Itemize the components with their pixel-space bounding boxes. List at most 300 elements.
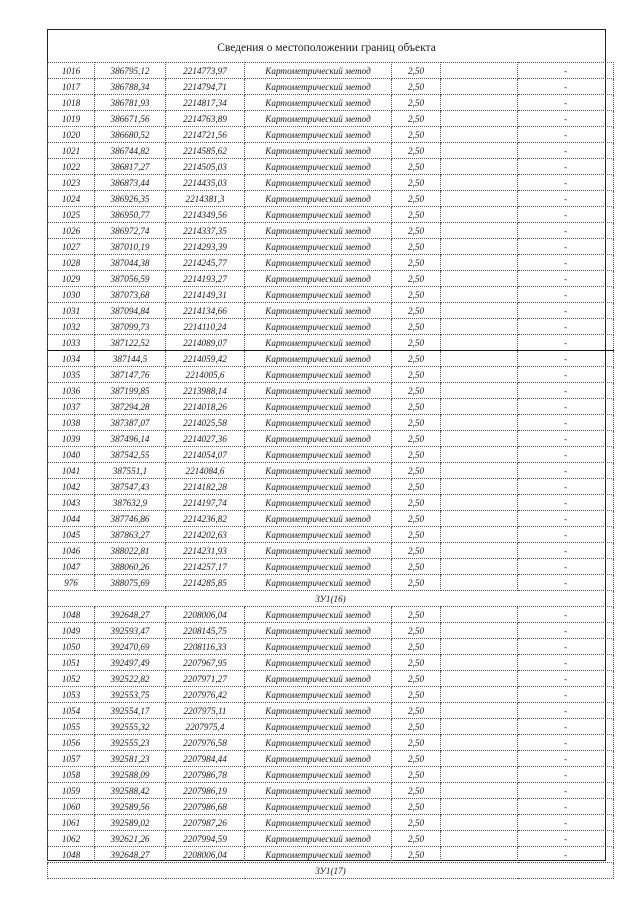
section-footer-row — [48, 591, 614, 607]
point-number-cell: 1016 — [48, 63, 95, 79]
point-number-cell: 1042 — [48, 479, 95, 495]
empty-cell — [441, 143, 518, 159]
note-cell: - — [518, 255, 614, 271]
point-number-cell: 1050 — [48, 639, 95, 655]
accuracy-cell: 2,50 — [392, 303, 441, 319]
method-cell: Картометрический метод — [245, 815, 392, 831]
method-cell: Картометрический метод — [245, 479, 392, 495]
note-cell: - — [518, 287, 614, 303]
y-coordinate-cell: 2214134,66 — [166, 303, 245, 319]
point-number-cell: 1051 — [48, 655, 95, 671]
table-row — [48, 607, 614, 623]
y-coordinate-cell: 2208116,33 — [166, 639, 245, 655]
accuracy-cell: 2,50 — [392, 447, 441, 463]
point-number-cell: 1020 — [48, 127, 95, 143]
empty-cell — [441, 239, 518, 255]
accuracy-cell: 2,50 — [392, 575, 441, 591]
x-coordinate-cell: 386817,27 — [95, 159, 166, 175]
x-coordinate-cell: 392588,09 — [95, 767, 166, 783]
empty-cell — [441, 111, 518, 127]
note-cell: - — [518, 527, 614, 543]
y-coordinate-cell: 2214110,24 — [166, 319, 245, 335]
x-coordinate-cell: 387073,68 — [95, 287, 166, 303]
point-number-cell: 1017 — [48, 79, 95, 95]
x-coordinate-cell: 387199,85 — [95, 383, 166, 399]
method-cell: Картометрический метод — [245, 287, 392, 303]
point-number-cell: 1059 — [48, 783, 95, 799]
note-cell: - — [518, 207, 614, 223]
point-number-cell: 1036 — [48, 383, 95, 399]
accuracy-cell: 2,50 — [392, 271, 441, 287]
point-number-cell: 1053 — [48, 687, 95, 703]
y-coordinate-cell: 2214231,93 — [166, 543, 245, 559]
note-cell: - — [518, 687, 614, 703]
table-row — [48, 639, 614, 655]
y-coordinate-cell: 2214005,6 — [166, 367, 245, 383]
empty-cell — [441, 799, 518, 815]
accuracy-cell: 2,50 — [392, 767, 441, 783]
accuracy-cell: 2,50 — [392, 127, 441, 143]
note-cell: - — [518, 767, 614, 783]
point-number-cell: 1027 — [48, 239, 95, 255]
empty-cell — [441, 223, 518, 239]
x-coordinate-cell: 392555,23 — [95, 735, 166, 751]
method-cell: Картометрический метод — [245, 559, 392, 575]
accuracy-cell: 2,50 — [392, 79, 441, 95]
x-coordinate-cell: 392470,69 — [95, 639, 166, 655]
point-number-cell: 1023 — [48, 175, 95, 191]
accuracy-cell: 2,50 — [392, 111, 441, 127]
point-number-cell: 1033 — [48, 335, 95, 351]
note-cell: - — [518, 415, 614, 431]
table-row — [48, 847, 614, 863]
method-cell: Картометрический метод — [245, 431, 392, 447]
empty-cell — [441, 783, 518, 799]
empty-cell — [441, 815, 518, 831]
x-coordinate-cell: 387632,9 — [95, 495, 166, 511]
point-number-cell: 1044 — [48, 511, 95, 527]
table-row — [48, 511, 614, 527]
method-cell: Картометрический метод — [245, 159, 392, 175]
empty-cell — [441, 447, 518, 463]
x-coordinate-cell: 392522,82 — [95, 671, 166, 687]
x-coordinate-cell: 386972,74 — [95, 223, 166, 239]
note-cell: - — [518, 111, 614, 127]
point-number-cell: 1031 — [48, 303, 95, 319]
table-row — [48, 623, 614, 639]
point-number-cell: 1024 — [48, 191, 95, 207]
method-cell: Картометрический метод — [245, 831, 392, 847]
note-cell: - — [518, 815, 614, 831]
table-row — [48, 831, 614, 847]
table-row — [48, 319, 614, 335]
y-coordinate-cell: 2214763,89 — [166, 111, 245, 127]
table-row — [48, 143, 614, 159]
method-cell: Картометрический метод — [245, 783, 392, 799]
method-cell: Картометрический метод — [245, 511, 392, 527]
point-number-cell: 1022 — [48, 159, 95, 175]
empty-cell — [441, 79, 518, 95]
point-number-cell: 1043 — [48, 495, 95, 511]
point-number-cell: 1057 — [48, 751, 95, 767]
method-cell: Картометрический метод — [245, 415, 392, 431]
table-row — [48, 191, 614, 207]
table-row — [48, 415, 614, 431]
table-row — [48, 175, 614, 191]
y-coordinate-cell: 2208006,04 — [166, 847, 245, 863]
note-cell: - — [518, 127, 614, 143]
note-cell: - — [518, 431, 614, 447]
y-coordinate-cell: 2214202,63 — [166, 527, 245, 543]
y-coordinate-cell: 2214435,03 — [166, 175, 245, 191]
y-coordinate-cell: 2214381,3 — [166, 191, 245, 207]
note-cell: - — [518, 783, 614, 799]
accuracy-cell: 2,50 — [392, 543, 441, 559]
note-cell: - — [518, 319, 614, 335]
note-cell: - — [518, 847, 614, 863]
accuracy-cell: 2,50 — [392, 623, 441, 639]
note-cell: - — [518, 335, 614, 351]
accuracy-cell: 2,50 — [392, 479, 441, 495]
empty-cell — [441, 671, 518, 687]
point-number-cell: 1038 — [48, 415, 95, 431]
y-coordinate-cell: 2214257,17 — [166, 559, 245, 575]
accuracy-cell: 2,50 — [392, 399, 441, 415]
method-cell: Картометрический метод — [245, 655, 392, 671]
note-cell: - — [518, 671, 614, 687]
accuracy-cell: 2,50 — [392, 431, 441, 447]
x-coordinate-cell: 387746,86 — [95, 511, 166, 527]
method-cell: Картометрический метод — [245, 335, 392, 351]
point-number-cell: 1049 — [48, 623, 95, 639]
accuracy-cell: 2,50 — [392, 287, 441, 303]
note-cell: - — [518, 239, 614, 255]
table-row — [48, 79, 614, 95]
method-cell: Картометрический метод — [245, 223, 392, 239]
x-coordinate-cell: 392589,56 — [95, 799, 166, 815]
method-cell: Картометрический метод — [245, 127, 392, 143]
accuracy-cell: 2,50 — [392, 719, 441, 735]
accuracy-cell: 2,50 — [392, 847, 441, 863]
x-coordinate-cell: 387144,5 — [95, 351, 166, 367]
y-coordinate-cell: 2214149,31 — [166, 287, 245, 303]
method-cell: Картометрический метод — [245, 671, 392, 687]
empty-cell — [441, 847, 518, 863]
y-coordinate-cell: 2214018,26 — [166, 399, 245, 415]
accuracy-cell: 2,50 — [392, 239, 441, 255]
accuracy-cell: 2,50 — [392, 159, 441, 175]
table-row — [48, 735, 614, 751]
accuracy-cell: 2,50 — [392, 495, 441, 511]
y-coordinate-cell: 2214817,34 — [166, 95, 245, 111]
note-cell: - — [518, 79, 614, 95]
accuracy-cell: 2,50 — [392, 95, 441, 111]
table-row — [48, 751, 614, 767]
table-row — [48, 255, 614, 271]
method-cell: Картометрический метод — [245, 207, 392, 223]
y-coordinate-cell: 2214025,58 — [166, 415, 245, 431]
note-cell: - — [518, 367, 614, 383]
note-cell: - — [518, 575, 614, 591]
accuracy-cell: 2,50 — [392, 639, 441, 655]
x-coordinate-cell: 387551,1 — [95, 463, 166, 479]
table-body — [48, 63, 614, 879]
empty-cell — [441, 463, 518, 479]
x-coordinate-cell: 386788,34 — [95, 79, 166, 95]
accuracy-cell: 2,50 — [392, 207, 441, 223]
empty-cell — [441, 559, 518, 575]
accuracy-cell: 2,50 — [392, 143, 441, 159]
point-number-cell: 1019 — [48, 111, 95, 127]
x-coordinate-cell: 387044,38 — [95, 255, 166, 271]
accuracy-cell: 2,50 — [392, 783, 441, 799]
table-row — [48, 335, 614, 351]
point-number-cell: 1040 — [48, 447, 95, 463]
accuracy-cell: 2,50 — [392, 735, 441, 751]
y-coordinate-cell: 2214337,35 — [166, 223, 245, 239]
table-row — [48, 159, 614, 175]
empty-cell — [441, 95, 518, 111]
accuracy-cell: 2,50 — [392, 319, 441, 335]
empty-cell — [441, 207, 518, 223]
y-coordinate-cell: 2208006,04 — [166, 607, 245, 623]
table-row — [48, 223, 614, 239]
point-number-cell: 1026 — [48, 223, 95, 239]
accuracy-cell: 2,50 — [392, 223, 441, 239]
table-row — [48, 239, 614, 255]
method-cell: Картометрический метод — [245, 447, 392, 463]
empty-cell — [441, 527, 518, 543]
table-row — [48, 527, 614, 543]
method-cell: Картометрический метод — [245, 639, 392, 655]
method-cell: Картометрический метод — [245, 143, 392, 159]
point-number-cell: 1041 — [48, 463, 95, 479]
y-coordinate-cell: 2214193,27 — [166, 271, 245, 287]
table-row — [48, 783, 614, 799]
table-row — [48, 207, 614, 223]
note-cell: - — [518, 495, 614, 511]
x-coordinate-cell: 387863,27 — [95, 527, 166, 543]
x-coordinate-cell: 387387,07 — [95, 415, 166, 431]
x-coordinate-cell: 386926,35 — [95, 191, 166, 207]
table-row — [48, 559, 614, 575]
x-coordinate-cell: 387122,52 — [95, 335, 166, 351]
y-coordinate-cell: 2213988,14 — [166, 383, 245, 399]
x-coordinate-cell: 386873,44 — [95, 175, 166, 191]
table-row — [48, 463, 614, 479]
y-coordinate-cell: 2214084,6 — [166, 463, 245, 479]
accuracy-cell: 2,50 — [392, 799, 441, 815]
x-coordinate-cell: 392648,27 — [95, 847, 166, 863]
accuracy-cell: 2,50 — [392, 63, 441, 79]
y-coordinate-cell: 2214585,62 — [166, 143, 245, 159]
empty-cell — [441, 767, 518, 783]
table-row — [48, 575, 614, 591]
table-row — [48, 655, 614, 671]
note-cell: - — [518, 399, 614, 415]
note-cell: - — [518, 175, 614, 191]
table-row — [48, 351, 614, 367]
x-coordinate-cell: 392555,32 — [95, 719, 166, 735]
point-number-cell: 1047 — [48, 559, 95, 575]
accuracy-cell: 2,50 — [392, 527, 441, 543]
table-row — [48, 767, 614, 783]
empty-cell — [441, 575, 518, 591]
method-cell: Картометрический метод — [245, 255, 392, 271]
x-coordinate-cell: 392553,75 — [95, 687, 166, 703]
x-coordinate-cell: 386795,12 — [95, 63, 166, 79]
table-row — [48, 431, 614, 447]
empty-cell — [441, 719, 518, 735]
y-coordinate-cell: 2207976,42 — [166, 687, 245, 703]
y-coordinate-cell: 2214293,39 — [166, 239, 245, 255]
note-cell: - — [518, 95, 614, 111]
empty-cell — [441, 639, 518, 655]
method-cell: Картометрический метод — [245, 463, 392, 479]
note-cell: - — [518, 223, 614, 239]
empty-cell — [441, 271, 518, 287]
empty-cell — [441, 399, 518, 415]
x-coordinate-cell: 387056,59 — [95, 271, 166, 287]
y-coordinate-cell: 2207984,44 — [166, 751, 245, 767]
y-coordinate-cell: 2214721,56 — [166, 127, 245, 143]
point-number-cell: 1025 — [48, 207, 95, 223]
method-cell: Картометрический метод — [245, 63, 392, 79]
note-cell: - — [518, 303, 614, 319]
point-number-cell: 1054 — [48, 703, 95, 719]
point-number-cell: 1018 — [48, 95, 95, 111]
table-row — [48, 63, 614, 79]
y-coordinate-cell: 2207987,26 — [166, 815, 245, 831]
table-row — [48, 671, 614, 687]
accuracy-cell: 2,50 — [392, 383, 441, 399]
point-number-cell: 1029 — [48, 271, 95, 287]
x-coordinate-cell: 387294,28 — [95, 399, 166, 415]
method-cell: Картометрический метод — [245, 111, 392, 127]
table-row — [48, 495, 614, 511]
x-coordinate-cell: 387542,55 — [95, 447, 166, 463]
empty-cell — [441, 287, 518, 303]
x-coordinate-cell: 386950,77 — [95, 207, 166, 223]
note-cell: - — [518, 735, 614, 751]
table-row — [48, 799, 614, 815]
section-footer-row — [48, 863, 614, 879]
x-coordinate-cell: 387147,76 — [95, 367, 166, 383]
accuracy-cell: 2,50 — [392, 335, 441, 351]
method-cell: Картометрический метод — [245, 607, 392, 623]
empty-cell — [441, 735, 518, 751]
x-coordinate-cell: 386744,82 — [95, 143, 166, 159]
empty-cell — [441, 63, 518, 79]
x-coordinate-cell: 388022,81 — [95, 543, 166, 559]
method-cell: Картометрический метод — [245, 847, 392, 863]
note-cell: - — [518, 159, 614, 175]
y-coordinate-cell: 2207971,27 — [166, 671, 245, 687]
x-coordinate-cell: 386781,93 — [95, 95, 166, 111]
empty-cell — [441, 703, 518, 719]
accuracy-cell: 2,50 — [392, 351, 441, 367]
empty-cell — [441, 159, 518, 175]
point-number-cell: 1035 — [48, 367, 95, 383]
note-cell: - — [518, 559, 614, 575]
table-row — [48, 271, 614, 287]
y-coordinate-cell: 2207986,19 — [166, 783, 245, 799]
point-number-cell: 1037 — [48, 399, 95, 415]
x-coordinate-cell: 387547,43 — [95, 479, 166, 495]
coordinates-table — [47, 62, 614, 879]
y-coordinate-cell: 2214505,03 — [166, 159, 245, 175]
note-cell: - — [518, 447, 614, 463]
accuracy-cell: 2,50 — [392, 175, 441, 191]
table-row — [48, 687, 614, 703]
method-cell: Картометрический метод — [245, 719, 392, 735]
accuracy-cell: 2,50 — [392, 831, 441, 847]
y-coordinate-cell: 2207976,58 — [166, 735, 245, 751]
method-cell: Картометрический метод — [245, 527, 392, 543]
empty-cell — [441, 543, 518, 559]
empty-cell — [441, 335, 518, 351]
method-cell: Картометрический метод — [245, 687, 392, 703]
empty-cell — [441, 303, 518, 319]
empty-cell — [441, 415, 518, 431]
x-coordinate-cell: 392554,17 — [95, 703, 166, 719]
method-cell: Картометрический метод — [245, 175, 392, 191]
method-cell: Картометрический метод — [245, 271, 392, 287]
method-cell: Картометрический метод — [245, 191, 392, 207]
x-coordinate-cell: 392621,26 — [95, 831, 166, 847]
table-title: Сведения о местоположении границ объекта — [47, 29, 606, 62]
point-number-cell: 1046 — [48, 543, 95, 559]
x-coordinate-cell: 387496,14 — [95, 431, 166, 447]
note-cell: - — [518, 463, 614, 479]
point-number-cell: 1062 — [48, 831, 95, 847]
empty-cell — [441, 607, 518, 623]
x-coordinate-cell: 392589,02 — [95, 815, 166, 831]
x-coordinate-cell: 392588,42 — [95, 783, 166, 799]
empty-cell — [441, 351, 518, 367]
note-cell: - — [518, 831, 614, 847]
section-label: ЗУ1(16) — [48, 591, 614, 607]
x-coordinate-cell: 392497,49 — [95, 655, 166, 671]
y-coordinate-cell: 2214059,42 — [166, 351, 245, 367]
table-row — [48, 703, 614, 719]
x-coordinate-cell: 387010,19 — [95, 239, 166, 255]
y-coordinate-cell: 2214197,74 — [166, 495, 245, 511]
empty-cell — [441, 623, 518, 639]
method-cell: Картометрический метод — [245, 367, 392, 383]
method-cell: Картометрический метод — [245, 319, 392, 335]
accuracy-cell: 2,50 — [392, 607, 441, 623]
table-row — [48, 543, 614, 559]
note-cell: - — [518, 191, 614, 207]
method-cell: Картометрический метод — [245, 751, 392, 767]
empty-cell — [441, 751, 518, 767]
table-row — [48, 447, 614, 463]
method-cell: Картометрический метод — [245, 351, 392, 367]
y-coordinate-cell: 2214027,36 — [166, 431, 245, 447]
table-row — [48, 383, 614, 399]
method-cell: Картометрический метод — [245, 623, 392, 639]
method-cell: Картометрический метод — [245, 383, 392, 399]
point-number-cell: 1028 — [48, 255, 95, 271]
table-row — [48, 815, 614, 831]
empty-cell — [441, 655, 518, 671]
x-coordinate-cell: 387094,84 — [95, 303, 166, 319]
empty-cell — [441, 479, 518, 495]
point-number-cell: 1034 — [48, 351, 95, 367]
empty-cell — [441, 831, 518, 847]
point-number-cell: 1048 — [48, 847, 95, 863]
